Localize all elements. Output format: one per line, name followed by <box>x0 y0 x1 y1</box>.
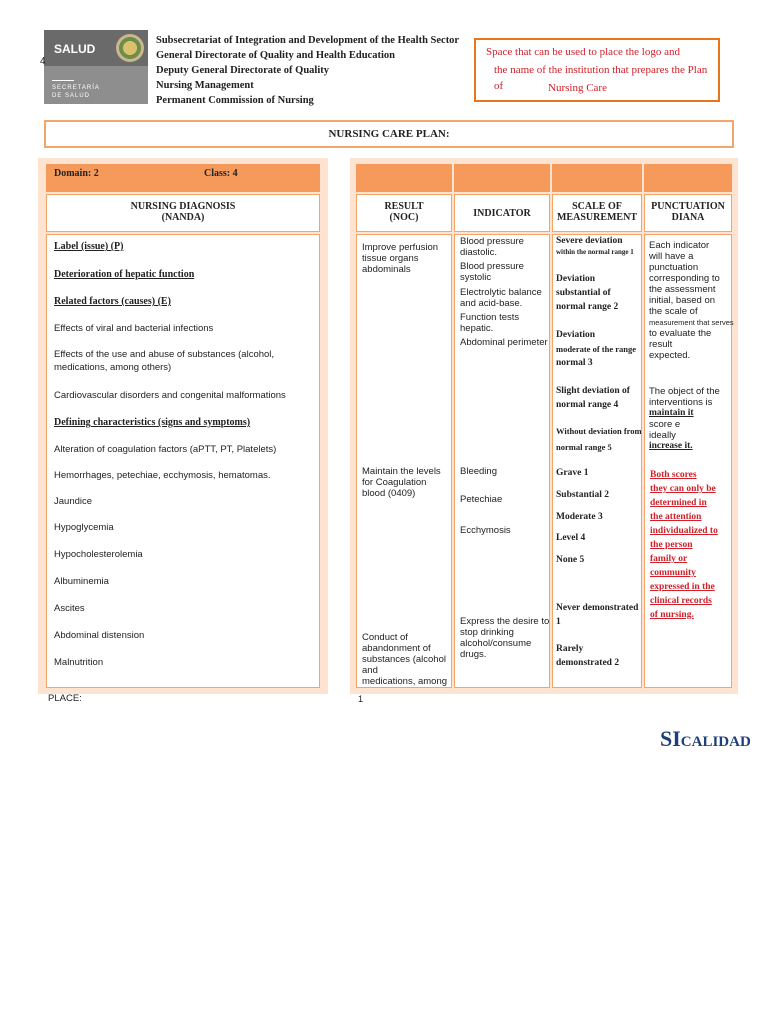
scale-item: Level 4 <box>556 533 586 543</box>
result-item: Conduct of abandonment of substances (alcohol and medications, among <box>362 632 448 687</box>
indicator-item: Express the desire to stop drinking alcohol/consume drugs. <box>460 616 550 660</box>
place-label: PLACE: <box>48 693 82 704</box>
agency-line: Permanent Commission of Nursing <box>156 95 314 106</box>
defining-characteristic: Hemorrhages, petechiae, ecchymosis, hematomas. <box>54 470 271 481</box>
salud-logo <box>44 30 148 104</box>
agency-line: Subsecretariat of Integration and Development of the Health Sector <box>156 35 460 46</box>
diagnosis-heading: NURSING DIAGNOSIS (NANDA) <box>130 201 236 223</box>
page-number: 1 <box>358 694 364 704</box>
punctuation-objective: The object of the interventions is maintain it score e ideally increase it. <box>649 386 720 451</box>
agency-line: Deputy General Directorate of Quality <box>156 65 330 76</box>
scale-item: Severe deviation <box>556 236 623 246</box>
logo-subtitle: SECRETARÍA DE SALUD <box>52 85 100 99</box>
scale-item: Without deviation from normal range 5 <box>556 426 642 452</box>
defining-characteristic: Albuminemia <box>54 576 109 587</box>
scale-item: Moderate 3 <box>556 512 603 522</box>
related-factor: Effects of viral and bacterial infections <box>54 323 214 334</box>
defining-characteristics-heading: Defining characteristics (signs and symptoms) <box>54 417 251 428</box>
result-item: Improve perfusion tissue organs abdominals <box>362 242 439 275</box>
scale-item: None 5 <box>556 555 585 565</box>
label-value: Deterioration of hepatic function <box>54 269 195 280</box>
defining-characteristic: Hypoglycemia <box>54 522 114 533</box>
mexican-seal-icon <box>116 34 144 62</box>
diagnosis-panel <box>38 158 328 694</box>
defining-characteristic: Malnutrition <box>54 657 104 668</box>
institution-logo-placeholder: Space that can be used to place the logo and the name of the institution that prepares the Plan of Nursing Care <box>474 38 720 102</box>
scale-item: Grave 1 <box>556 468 589 478</box>
result-item: Maintain the levels for Coagulation blood (0409) <box>362 466 441 499</box>
sicalidad-logo: SICALIDAD <box>660 726 751 751</box>
scale-item: Deviation moderate of the range normal 3 <box>556 330 637 368</box>
scale-item: Never demonstrated 1 <box>556 603 639 627</box>
punctuation-text: Each indicator will have a punctuation corresponding to the assessment initial, based on the scale of measurement that serves to evaluate the result expected. <box>649 240 734 361</box>
plan-title-bar <box>44 120 734 148</box>
related-factor: Effects of the use and abuse of substances (alcohol, medications, among others) <box>54 349 275 373</box>
scale-item: within the normal range 1 <box>556 248 634 256</box>
column-header-result: RESULT (NOC) <box>384 201 424 223</box>
agency-line: General Directorate of Quality and Health Education <box>156 50 395 61</box>
indicator-item: Petechiae <box>460 494 503 505</box>
scale-item: Rarely demonstrated 2 <box>556 644 620 668</box>
defining-characteristic: Alteration of coagulation factors (aPTT, PT, Platelets) <box>54 444 277 455</box>
column-header-scale: SCALE OF MEASUREMENT <box>556 201 637 223</box>
class-label: Class: 4 <box>204 168 238 179</box>
indicator-list: Blood pressure diastolic. Blood pressure systolic Electrolytic balance and acid-base. Function tests hepatic. Abdominal perimeter <box>460 236 548 348</box>
defining-characteristic: Abdominal distension <box>54 630 145 641</box>
column-header-indicator: INDICATOR <box>473 208 531 219</box>
related-factor: Cardiovascular disorders and congenital malformations <box>54 390 286 401</box>
scale-item: Deviation substantial of normal range 2 <box>556 274 619 312</box>
indicator-item: Bleeding <box>460 466 497 477</box>
defining-characteristic: Jaundice <box>54 496 93 507</box>
label-heading: Label (issue) (P) <box>54 241 124 252</box>
logo-brand-text: SALUD <box>54 42 96 56</box>
agency-block <box>156 33 459 108</box>
defining-characteristic: Hypocholesterolemia <box>54 549 143 560</box>
agency-line: Nursing Management <box>156 80 254 91</box>
scale-item: Slight deviation of normal range 4 <box>556 386 630 410</box>
defining-characteristic: Ascites <box>54 603 85 614</box>
corner-number: 4 <box>40 56 46 67</box>
scale-item: Substantial 2 <box>556 490 610 500</box>
indicator-item: Ecchymosis <box>460 525 511 536</box>
punctuation-note: Both scores they can only be determined in the attention individualized to the person family or community expressed in the clinical records of nursing. <box>650 470 718 620</box>
related-factors-heading: Related factors (causes) (E) <box>54 296 171 307</box>
results-panel <box>350 158 738 694</box>
domain-label: Domain: 2 <box>54 168 99 179</box>
column-header-punctuation: PUNCTUATION DIANA <box>651 201 725 223</box>
page-title: NURSING CARE PLAN: <box>328 128 450 140</box>
